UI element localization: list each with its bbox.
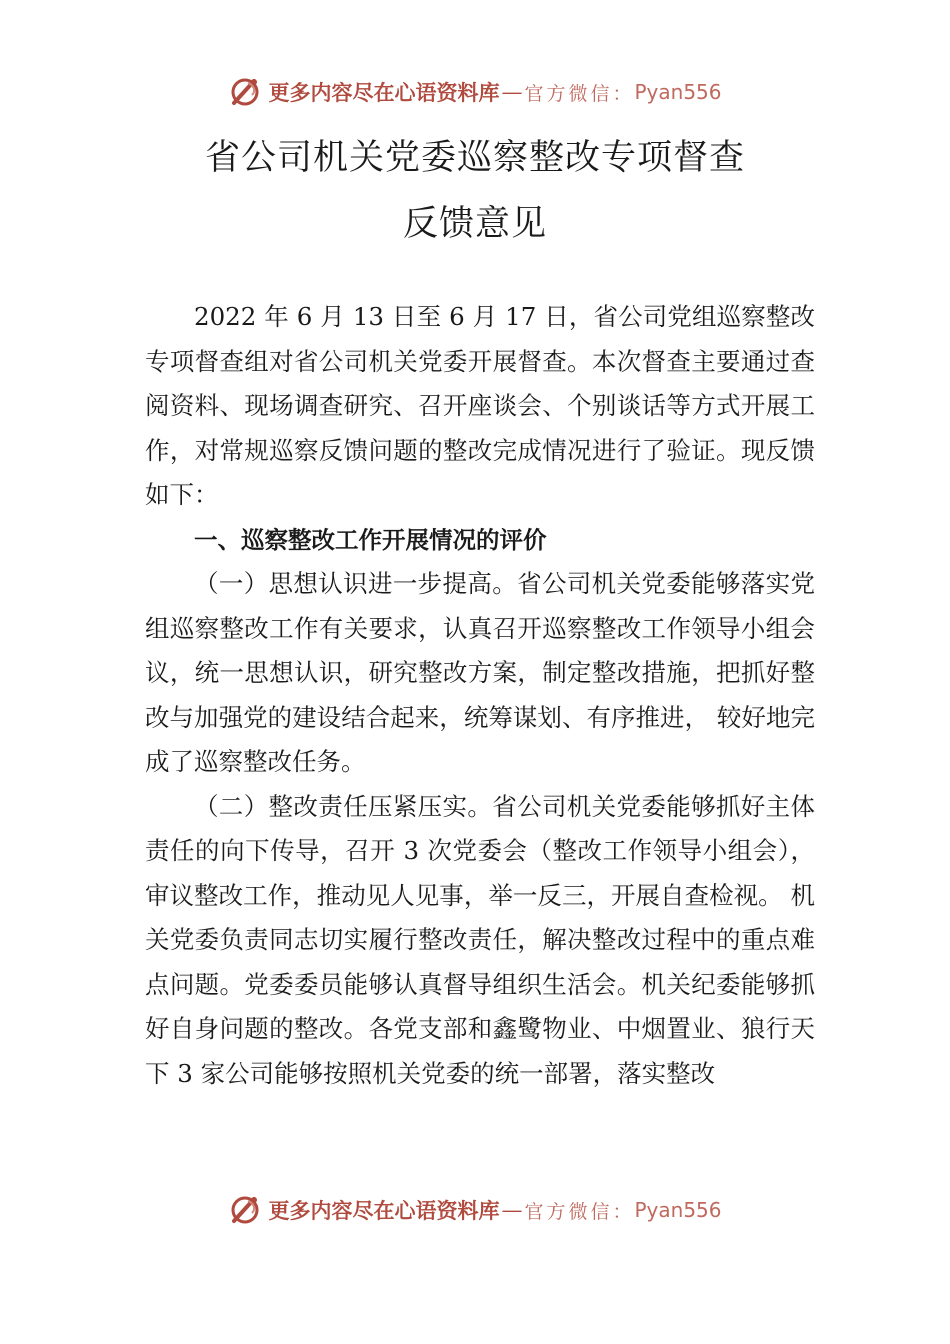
watermark-text: 更多内容尽在心语资料库: [268, 80, 500, 105]
section-heading: 一、巡察整改工作开展情况的评价: [194, 525, 547, 554]
watermark-dash: —: [501, 80, 523, 104]
section-paragraph-2: （二）整改责任压紧压实。省公司机关党委能够抓好主体责任的向下传导，召开 3 次党委会（整改工作领导小组会），审议整改工作，推动见人见事，举一反三，开展自查检视。 机关党委负责同志切实履行整改责任，解决整改过程中的重点难点问题。党委委员能够认真督导组织生活会。机关纪委能够抓好自身问题的整改。各党支部和鑫鹭物业、中烟置业、狼行天下 3 家公司能够按照机关党委的统一部署，落实整改: [145, 791, 815, 1088]
section-paragraph-1: （一）思想认识进一步提高。省公司机关党委能够落实党组巡察整改工作有关要求，认真召开巡察整改工作领导小组会议，统一思想认识，研究整改方案，制定整改措施，把抓好整改与加强党的建设结合起来，统筹谋划、有序推进， 较好地完成了巡察整改任务。: [145, 569, 815, 776]
document-body: [145, 295, 815, 1096]
watermark-header: [0, 72, 950, 112]
watermark-id: Pyan556: [634, 1198, 722, 1222]
watermark-id: Pyan556: [634, 80, 722, 104]
watermark-dash: —: [501, 1198, 523, 1222]
document-title-line1: 省公司机关党委巡察整改专项督查: [204, 138, 745, 178]
brand-logo-icon: [228, 1193, 262, 1227]
watermark-label: 官方微信：: [524, 1200, 635, 1223]
intro-paragraph: 2022 年 6 月 13 日至 6 月 17 日，省公司党组巡察整改专项督查组对省公司机关党委开展督查。本次督查主要通过查阅资料、现场调查研究、召开座谈会、个别谈话等方式开展工作，对常规巡察反馈问题的整改完成情况进行了验证。现反馈如下：: [145, 302, 815, 509]
brand-logo-icon: [228, 75, 262, 109]
document-title-line2: 反馈意见: [402, 204, 547, 244]
watermark-label: 官方微信：: [524, 82, 635, 105]
watermark-text: 更多内容尽在心语资料库: [268, 1198, 500, 1223]
watermark-footer: [0, 1190, 950, 1230]
